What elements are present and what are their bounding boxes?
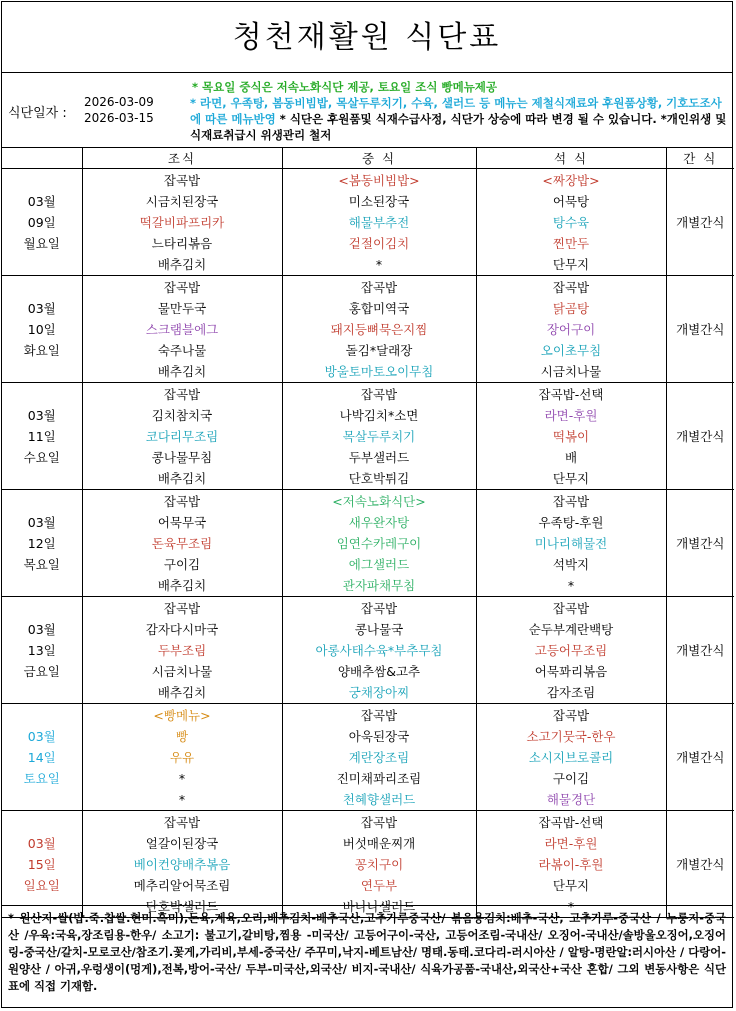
menu-item: 배추김치 <box>157 578 207 593</box>
menu-item: 배추김치 <box>157 471 207 486</box>
menu-item: 잡곡밥 <box>360 601 398 616</box>
menu-item: 잡곡밥 <box>163 173 201 188</box>
menu-item: 어묵꽈리볶음 <box>534 664 608 679</box>
date-day: 11일 <box>27 428 56 444</box>
header-blank <box>2 148 82 169</box>
menu-item: <저속노화식단> <box>332 494 426 509</box>
menu-item: 미나리해물전 <box>534 536 608 551</box>
date-day: 12일 <box>27 535 56 551</box>
menu-item: 잡곡밥 <box>552 601 590 616</box>
menu-item: 잡곡밥 <box>360 387 398 402</box>
lunch-cell <box>282 169 476 276</box>
day-row <box>2 597 734 704</box>
menu-item: 잡곡밥 <box>552 708 590 723</box>
menu-item: 해물경단 <box>546 792 596 807</box>
menu-item: 배추김치 <box>157 364 207 379</box>
notice-text <box>190 79 730 143</box>
menu-item: 천혜향샐러드 <box>342 792 416 807</box>
menu-item: 잡곡밥 <box>552 280 590 295</box>
date-weekday: 목요일 <box>23 556 60 572</box>
menu-item: 소시지브로콜리 <box>528 750 614 765</box>
menu-item: 떡갈비파프리카 <box>139 215 225 230</box>
menu-item: 코다리무조림 <box>145 429 219 444</box>
menu-item: 콩나물국 <box>354 622 404 637</box>
menu-item: 메추리알어묵조림 <box>133 878 231 893</box>
snack-cell: 개별간식 <box>666 490 734 597</box>
menu-item: 버섯매운찌개 <box>342 836 416 851</box>
date-month: 03월 <box>27 835 56 851</box>
dinner-cell <box>476 276 666 383</box>
menu-item: 물만두국 <box>157 301 207 316</box>
dinner-cell <box>476 704 666 811</box>
menu-item: 시금치나물 <box>540 364 602 379</box>
menu-item: 시금치나물 <box>151 664 213 679</box>
menu-item: <봄동비빔밥> <box>338 173 420 188</box>
menu-item: 단호박샐러드 <box>145 899 219 914</box>
date-month: 03월 <box>27 514 56 530</box>
menu-item: 어묵탕 <box>552 194 590 209</box>
day-row <box>2 811 734 918</box>
lunch-cell <box>282 704 476 811</box>
menu-item: 잡곡밥 <box>360 708 398 723</box>
menu-item: 돼지등뼈묵은지찜 <box>330 322 428 337</box>
notice-line-1: * 목요일 중식은 저속노화식단 제공, 토요일 조식 빵메뉴제공 <box>192 80 498 94</box>
menu-item: 잡곡밥-선택 <box>538 815 604 830</box>
menu-item: * <box>567 578 575 593</box>
snack-cell: 개별간식 <box>666 704 734 811</box>
menu-item: 구이김 <box>552 771 590 786</box>
day-row <box>2 704 734 811</box>
date-month: 03월 <box>27 728 56 744</box>
breakfast-cell <box>82 383 282 490</box>
date-cell <box>2 597 82 704</box>
lunch-cell <box>282 383 476 490</box>
menu-item: 닭곰탕 <box>552 301 590 316</box>
menu-item: 라면-후원 <box>544 408 598 423</box>
menu-item: 두부조림 <box>157 643 207 658</box>
menu-item: <짜장밥> <box>542 173 600 188</box>
menu-item: * <box>567 899 575 914</box>
notice-line-2: * 라면, 우족탕, 봄동비빔밥, 목살두루치기, 수육, 샐러드 등 메뉴는 제철식재료와 후원품상황, 기호도조사에 따른 메뉴반영 <box>190 96 722 126</box>
menu-item: 겉절이김치 <box>348 236 410 251</box>
header-lunch: 중 식 <box>282 148 476 169</box>
lunch-cell <box>282 276 476 383</box>
breakfast-cell <box>82 490 282 597</box>
menu-item: 고등어무조림 <box>534 643 608 658</box>
header-breakfast: 조식 <box>82 148 282 169</box>
menu-item: 느타리볶음 <box>151 236 213 251</box>
menu-item: * <box>375 257 383 272</box>
menu-item: 찐만두 <box>552 236 590 251</box>
date-month: 03월 <box>27 621 56 637</box>
dinner-cell <box>476 811 666 918</box>
dinner-cell <box>476 490 666 597</box>
lunch-cell <box>282 597 476 704</box>
date-start: 2026-03-09 <box>84 95 154 109</box>
menu-item: 홍합미역국 <box>348 301 410 316</box>
menu-item: 스크램블에그 <box>145 322 219 337</box>
date-day: 09일 <box>27 214 56 230</box>
lunch-cell <box>282 811 476 918</box>
menu-item: 라볶이-후원 <box>538 857 604 872</box>
menu-item: 탕수육 <box>552 215 590 230</box>
date-weekday: 금요일 <box>23 663 60 679</box>
snack-cell: 개별간식 <box>666 276 734 383</box>
dinner-cell <box>476 597 666 704</box>
menu-item: 배추김치 <box>157 257 207 272</box>
date-day: 14일 <box>27 749 56 765</box>
snack-cell: 개별간식 <box>666 811 734 918</box>
menu-item: 돈육무조림 <box>151 536 213 551</box>
menu-item: 진미채꽈리조림 <box>336 771 422 786</box>
date-weekday: 월요일 <box>23 235 60 251</box>
menu-item: 순두부계란백탕 <box>528 622 614 637</box>
date-end: 2026-03-15 <box>84 111 154 125</box>
menu-item: 바나나샐러드 <box>342 899 416 914</box>
menu-item: 양배추쌈&고추 <box>337 664 421 679</box>
menu-item: <빵메뉴> <box>153 708 211 723</box>
menu-item: 관자파채무침 <box>342 578 416 593</box>
menu-body <box>2 169 734 918</box>
breakfast-cell <box>82 811 282 918</box>
menu-item: 에그샐러드 <box>348 557 410 572</box>
origin-footer: * 원산지-쌀(밥.죽.찹쌀.현미.흑미),돈육,계육,오리,배추김치-배추국산,고추가루중국산/ 볶음용김치:배추-국산, 고추가루-중국산 / 누룽지-중국산 /우육:국육,장조림용-한우/ 소고기: 불고기,갈비탕,찜용 -미국산/ 고등어구이-국산, 고등어조림-국내산/ 오징어-국내산/솔방울오징어,오징어링-중국산/갈치-모로코산/참조기.꽃게,가리비,부세-중국산/ 주꾸미,낙지-베트남산/ 명태.동태.코다리-러시아산 / 알탕-명란알:러시아산 / 다랑어- 원양산 / 아귀,우렁생이(멍게),전복,방어-국산/ 두부-미국산,외국산/ 비지-국내산/ 식육가공품-국내산,외국산+국산 혼합/ 그외 변동사항은 식단표에 직접 기재함. <box>2 905 732 1008</box>
breakfast-cell <box>82 597 282 704</box>
menu-item: 어묵무국 <box>157 515 207 530</box>
menu-item: 돌김*달래장 <box>345 343 413 358</box>
date-cell <box>2 383 82 490</box>
menu-item: 잡곡밥 <box>163 494 201 509</box>
menu-item: 아롱사태수육*부추무침 <box>315 643 443 658</box>
dinner-cell <box>476 169 666 276</box>
info-section <box>2 73 732 148</box>
menu-item: 새우완자탕 <box>348 515 410 530</box>
menu-item: 두부샐러드 <box>348 450 410 465</box>
menu-item: 해물부추전 <box>348 215 410 230</box>
menu-item: 아욱된장국 <box>348 729 410 744</box>
menu-item: 베이컨양배추볶음 <box>133 857 231 872</box>
menu-item: 연두부 <box>360 878 398 893</box>
date-month: 03월 <box>27 300 56 316</box>
menu-item: 나박김치*소면 <box>339 408 419 423</box>
breakfast-cell <box>82 169 282 276</box>
menu-item: 잡곡밥 <box>163 815 201 830</box>
menu-item: 잡곡밥 <box>163 601 201 616</box>
snack-cell: 개별간식 <box>666 169 734 276</box>
date-weekday: 화요일 <box>23 342 60 358</box>
menu-item: 우유 <box>169 750 195 765</box>
date-cell <box>2 490 82 597</box>
menu-item: 김치참치국 <box>151 408 213 423</box>
menu-item: 잡곡밥 <box>163 280 201 295</box>
date-day: 15일 <box>27 856 56 872</box>
notice-line-3: * 식단은 후원품및 식재수급사정, 식단가 상승에 따라 변경 될 수 있습니다. *개인위생 및 식재료취급시 위생관리 철저 <box>190 112 727 142</box>
snack-cell: 개별간식 <box>666 597 734 704</box>
menu-item: 라면-후원 <box>544 836 598 851</box>
menu-item: 잡곡밥 <box>360 280 398 295</box>
menu-item: 잡곡밥 <box>163 387 201 402</box>
menu-table <box>2 148 734 918</box>
menu-item: 빵 <box>175 729 189 744</box>
day-row <box>2 169 734 276</box>
menu-item: 구이김 <box>163 557 201 572</box>
day-row <box>2 383 734 490</box>
menu-item: 숙주나물 <box>157 343 207 358</box>
breakfast-cell <box>82 276 282 383</box>
menu-item: 장어구이 <box>546 322 596 337</box>
date-weekday: 토요일 <box>23 770 60 786</box>
date-day: 13일 <box>27 642 56 658</box>
menu-item: 소고기뭇국-한우 <box>526 729 616 744</box>
header-snack: 간 식 <box>666 148 734 169</box>
day-row <box>2 276 734 383</box>
date-label: 식단일자 : <box>8 106 67 121</box>
menu-item: 떡볶이 <box>552 429 590 444</box>
header-dinner: 석 식 <box>476 148 666 169</box>
date-month: 03월 <box>27 193 56 209</box>
menu-item: 얼갈이된장국 <box>145 836 219 851</box>
header-row <box>2 148 734 169</box>
menu-item: 방울토마토오이무침 <box>324 364 434 379</box>
menu-item: 목살두루치기 <box>342 429 416 444</box>
menu-item: 꽁치구이 <box>354 857 404 872</box>
date-cell <box>2 704 82 811</box>
lunch-cell <box>282 490 476 597</box>
menu-item: 잡곡밥 <box>360 815 398 830</box>
menu-sheet <box>1 1 733 1008</box>
menu-item: 감자다시마국 <box>145 622 219 637</box>
menu-item: 우족탕-후원 <box>538 515 604 530</box>
menu-item: 단호박튀김 <box>348 471 410 486</box>
snack-cell: 개별간식 <box>666 383 734 490</box>
menu-item: 임연수카레구이 <box>336 536 422 551</box>
menu-item: 미소된장국 <box>348 194 410 209</box>
menu-item: 시금치된장국 <box>145 194 219 209</box>
menu-item: 단무지 <box>552 257 590 272</box>
menu-item: 잡곡밥 <box>552 494 590 509</box>
menu-item: 콩나물무침 <box>151 450 213 465</box>
breakfast-cell <box>82 704 282 811</box>
dinner-cell <box>476 383 666 490</box>
menu-item: 궁채장아찌 <box>348 685 410 700</box>
date-cell <box>2 811 82 918</box>
menu-item: 단무지 <box>552 471 590 486</box>
menu-item: 감자조림 <box>546 685 596 700</box>
menu-item: 계란장조림 <box>348 750 410 765</box>
menu-item: 석박지 <box>552 557 590 572</box>
date-day: 10일 <box>27 321 56 337</box>
date-cell <box>2 169 82 276</box>
date-weekday: 수요일 <box>23 449 60 465</box>
menu-item: 단무지 <box>552 878 590 893</box>
menu-item: 잡곡밥-선택 <box>538 387 604 402</box>
menu-item: * <box>178 771 186 786</box>
date-weekday: 일요일 <box>23 877 60 893</box>
menu-item: 배추김치 <box>157 685 207 700</box>
menu-item: 오이초무침 <box>540 343 602 358</box>
menu-item: * <box>178 792 186 807</box>
date-cell <box>2 276 82 383</box>
day-row <box>2 490 734 597</box>
menu-item: 배 <box>564 450 578 465</box>
date-month: 03월 <box>27 407 56 423</box>
page-title: 청천재활원 식단표 <box>2 2 732 73</box>
